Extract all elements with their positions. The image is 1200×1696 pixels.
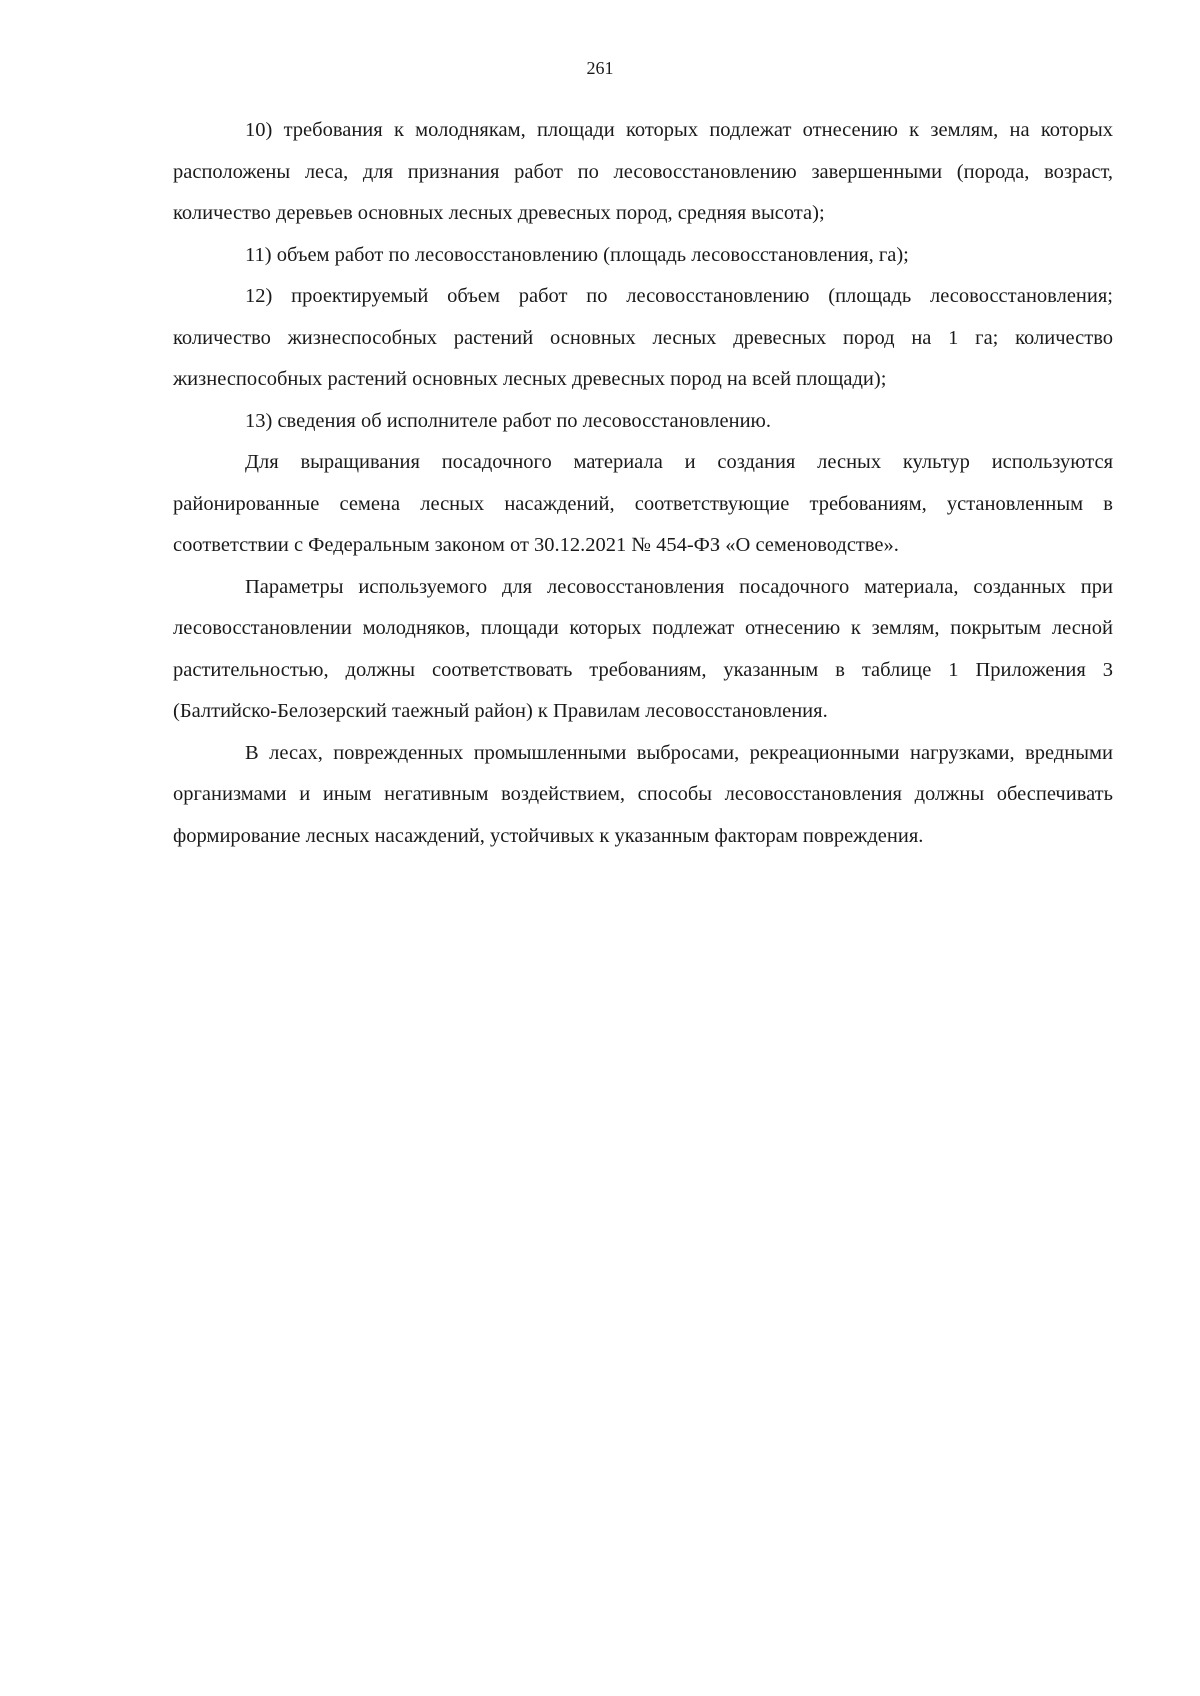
- paragraph-item-13: 13) сведения об исполнителе работ по лесовосстановлению.: [245, 409, 771, 432]
- paragraph-item-10: 10) требования к молоднякам, площади которых подлежат отнесению к землям, на которых расположены леса, для признания работ по лесовосстановлению завершенными (порода, возраст, количество деревьев основных лесных древесных пород, средняя высота);: [173, 119, 1113, 224]
- paragraph-planting-material: Параметры используемого для лесовосстановления посадочного материала, созданных при лесовосстановлении молодняков, площади которых подлежат отнесению к землям, покрытым лесной растительностью, должны соответствовать требованиям, указанным в таблице 1 Приложения 3 (Балтийско-Белозерский таежный район) к Правилам лесовосстановления.: [173, 575, 1113, 722]
- document-body: [173, 110, 1113, 857]
- page-number: 261: [586, 58, 614, 78]
- paragraph-item-11: 11) объем работ по лесовосстановлению (площадь лесовосстановления, га);: [245, 243, 909, 266]
- paragraph-damaged-forests: В лесах, поврежденных промышленными выбросами, рекреационными нагрузками, вредными организмами и иным негативным воздействием, способы лесовосстановления должны обеспечивать формирование лесных насаждений, устойчивых к указанным факторам повреждения.: [173, 741, 1113, 847]
- paragraph-seeds: Для выращивания посадочного материала и создания лесных культур используются районированные семена лесных насаждений, соответствующие требованиям, установленным в соответствии с Федеральным законом от 30.12.2021 № 454-ФЗ «О семеноводстве».: [173, 451, 1113, 556]
- paragraph-item-12: 12) проектируемый объем работ по лесовосстановлению (площадь лесовосстановления; количество жизнеспособных растений основных лесных древесных пород на 1 га; количество жизнеспособных растений основных лесных древесных пород на всей площади);: [173, 285, 1113, 390]
